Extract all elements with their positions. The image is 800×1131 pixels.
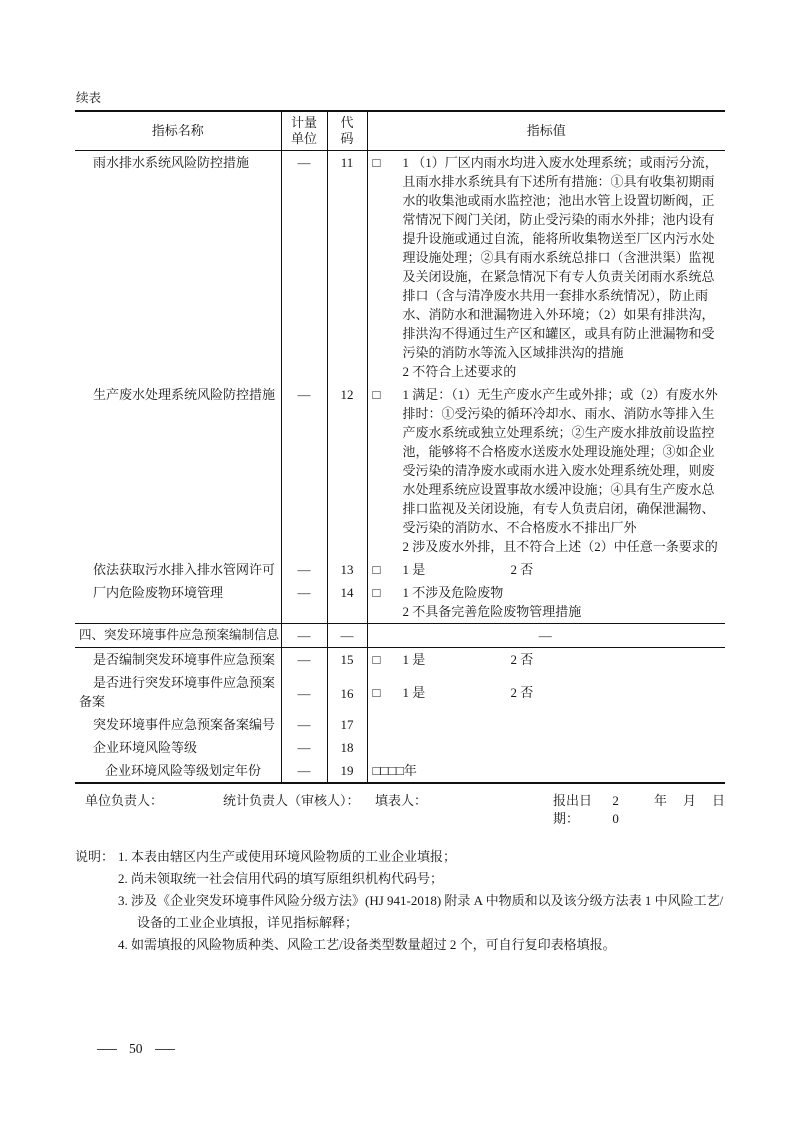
code-cell: 18 <box>327 736 367 759</box>
unit-cell: — <box>281 759 327 783</box>
notes-block <box>75 846 725 956</box>
col-header-unit: 计量 单位 <box>281 111 327 151</box>
note-item-1: 1. 本表由辖区内生产或使用环境风险物质的工业企业填报； <box>118 849 457 864</box>
report-date-year-digits: 2 0 <box>612 793 624 826</box>
table-row-code-12 <box>75 383 725 558</box>
code-cell: 13 <box>327 558 367 581</box>
option-2-text: 2 不具备完善危险废物管理措施 <box>402 604 582 619</box>
indicator-name: 企业环境风险等级划定年份 <box>105 763 262 778</box>
unit-cell: — <box>281 624 327 648</box>
table-header-row <box>75 111 725 151</box>
unit-cell: — <box>281 736 327 759</box>
checkbox-icon: □ <box>372 585 381 600</box>
option-1-text: 1 （1）厂区内雨水均进入废水处理系统；或雨污分流，且雨水排水系统具有下述所有措施：①具有收集初期雨水的收集池或雨水监控池；池出水管上设置切断阀，正常情况下阀门关闭，防止受污染的雨水外排；池内设有提升设施或通过自流，能将所收集物送至厂区内污水处理设施处理；②具有雨水系统总排口（含泄洪渠）监视及关闭设施，在紧急情况下有专人负责关闭雨水系统总排口（含与清净废水共用一套排水系统情况），防止雨水、消防水和泄漏物进入外环境；（2）如果有排洪沟，排洪沟不得通过生产区和罐区，或具有防止泄漏物和受污染的消防水等流入区域排洪沟的措施 <box>402 155 718 360</box>
unit-head-label: 单位负责人： <box>85 793 164 808</box>
value-cell <box>367 671 725 713</box>
value-cell <box>367 648 725 672</box>
value-cell-year-boxes: □□□□年 <box>367 759 725 783</box>
code-cell: 11 <box>327 151 367 384</box>
year-label: 年 <box>653 793 667 808</box>
section-title: 四、突发环境事件应急预案编制信息 <box>75 624 281 648</box>
col-header-value: 指标值 <box>367 111 725 151</box>
stats-head-label: 统计负责人（审核人）： <box>223 793 360 808</box>
checkbox-icon: □ <box>372 684 381 700</box>
value-cell <box>367 151 725 384</box>
page-number-dash <box>155 1049 175 1050</box>
month-label: 月 <box>682 793 696 808</box>
note-item-3: 3. 涉及《企业突发环境事件风险分级方法》(HJ 941-2018) 附录 A 中物质和以及该分级方法表 1 中风险工艺/设备的工业企业填报，详见指标解释； <box>118 893 724 930</box>
value-cell <box>367 383 725 558</box>
table-row-code-15 <box>75 648 725 672</box>
continued-table-label: 续表 <box>76 91 102 105</box>
indicator-name: 雨水排水系统风险防控措施 <box>93 155 250 170</box>
yes-option: 1 是 <box>402 684 426 700</box>
indicator-table <box>75 110 725 784</box>
code-cell: 16 <box>327 671 367 713</box>
no-option: 2 否 <box>510 652 534 667</box>
value-cell <box>367 736 725 759</box>
code-cell: 14 <box>327 581 367 624</box>
checkbox-icon: □ <box>372 562 381 577</box>
code-cell: 15 <box>327 648 367 672</box>
option-1-text: 1 不涉及危险废物 <box>402 585 504 600</box>
value-cell <box>367 713 725 736</box>
checkbox-icon: □ <box>372 652 381 667</box>
table-row-code-17 <box>75 713 725 736</box>
indicator-name: 依法获取污水排入排水管网许可 <box>93 562 276 577</box>
code-cell: 19 <box>327 759 367 783</box>
unit-cell: — <box>281 648 327 672</box>
indicator-name: 突发环境事件应急预案备案编号 <box>93 717 276 732</box>
notes-items <box>118 846 725 956</box>
table-row-code-11 <box>75 151 725 384</box>
unit-cell: — <box>281 581 327 624</box>
unit-cell: — <box>281 151 327 384</box>
table-row-code-14 <box>75 581 725 624</box>
code-cell: 17 <box>327 713 367 736</box>
indicator-name: 生产废水处理系统风险防控措施 <box>93 387 276 402</box>
report-date-label: 报出日期： <box>553 793 593 826</box>
unit-cell: — <box>281 558 327 581</box>
code-cell: 12 <box>327 383 367 558</box>
option-1-text: 1 满足：（1）无生产废水产生或外排；或（2）有废水外排时：①受污染的循环冷却水、雨水、消防水等排入生产废水系统或独立处理系统；②生产废水排放前设监控池，能够将不合格废水送废水处理设施处理；③如企业受污染的清净废水或雨水进入废水处理系统处理，则废水处理系统应设置事故水缓冲设施；④具有生产废水总排口监视及关闭设施，有专人负责启闭，确保泄漏物、受污染的消防水、不合格废水不排出厂外 <box>402 387 718 535</box>
option-2-text: 2 不符合上述要求的 <box>402 364 517 379</box>
page-number <box>85 1041 187 1057</box>
notes-label: 说明： <box>75 849 115 864</box>
value-cell: — <box>367 624 725 648</box>
table-row-code-18 <box>75 736 725 759</box>
indicator-name: 企业环境风险等级 <box>93 740 198 755</box>
unit-cell: — <box>281 713 327 736</box>
col-header-indicator-name: 指标名称 <box>75 111 281 151</box>
page-number-value: 50 <box>129 1041 143 1056</box>
table-row-code-16 <box>75 671 725 713</box>
note-item-4: 4. 如需填报的风险物质种类、风险工艺/设备类型数量超过 2 个，可自行复印表格填报。 <box>118 937 616 952</box>
value-cell <box>367 558 725 581</box>
checkbox-icon: □ <box>372 387 381 402</box>
unit-cell: — <box>281 383 327 558</box>
unit-cell: — <box>281 671 327 713</box>
form-content <box>75 90 725 956</box>
value-cell <box>367 581 725 624</box>
col-header-code: 代 码 <box>327 111 367 151</box>
table-row-code-13 <box>75 558 725 581</box>
page-number-dash <box>97 1049 117 1050</box>
yes-option: 1 是 <box>402 562 426 577</box>
checkbox-icon: □ <box>372 155 381 170</box>
option-2-text: 2 涉及废水外排，且不符合上述（2）中任意一条要求的 <box>402 539 718 554</box>
code-cell: — <box>327 624 367 648</box>
note-item-2: 2. 尚未领取统一社会信用代码的填写原组织机构代码号； <box>118 871 444 886</box>
signature-line <box>75 792 725 828</box>
indicator-name: 是否进行突发环境事件应急预案备案 <box>79 675 276 709</box>
no-option: 2 否 <box>510 684 534 700</box>
indicator-name: 厂内危险废物环境管理 <box>93 585 224 600</box>
table-row-code-19 <box>75 759 725 783</box>
yes-option: 1 是 <box>402 652 426 667</box>
section-row-emergency-plan-info <box>75 624 725 648</box>
indicator-name: 是否编制突发环境事件应急预案 <box>93 652 276 667</box>
day-label: 日 <box>711 793 725 808</box>
form-filler-label: 填表人： <box>375 793 428 808</box>
no-option: 2 否 <box>510 562 534 577</box>
